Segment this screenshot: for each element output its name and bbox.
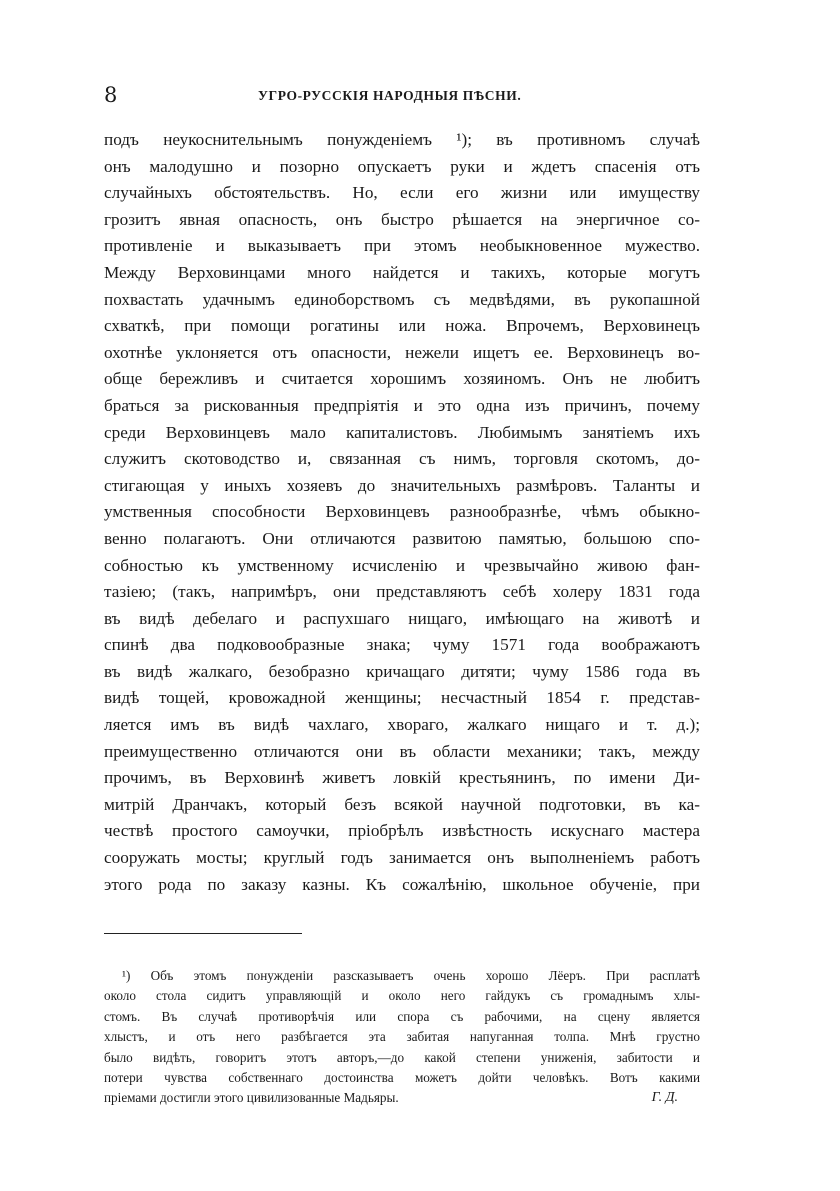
text-line: тазіею; (такъ, напримѣръ, они представляютъ себѣ холеру 1831 года <box>104 582 700 602</box>
text-line: сооружать мосты; круглый годъ занимается онъ выполненіемъ работъ <box>104 848 700 868</box>
text-line: въ видѣ дебелаго и распухшаго нищаго, имѣющаго на животѣ и <box>104 608 700 628</box>
text-line: обще бережливъ и считается хорошимъ хозяиномъ. Онъ не любитъ <box>104 369 700 389</box>
text-line: видѣ тощей, кровожадной женщины; несчастный 1854 г. представ- <box>104 688 700 708</box>
footnote-line: стомъ. Въ случаѣ противорѣчія или спора съ рабочими, на сцену является <box>104 1008 700 1024</box>
text-line: случайныхъ обстоятельствъ. Но, если его жизни или имуществу <box>104 183 700 203</box>
text-line: браться за рискованныя предпріятія и это одна изъ причинъ, почему <box>104 395 700 415</box>
text-line: противленіе и выказываетъ при этомъ необыкновенное мужество. <box>104 236 700 256</box>
text-line: охотнѣе уклоняется отъ опасности, нежели ищетъ ее. Верховинецъ во- <box>104 342 700 362</box>
footnote-line: пріемами достигли этого цивилизованные Мадьяры. <box>104 1090 399 1106</box>
text-line: среди Верховинцевъ мало капиталистовъ. Любимымъ занятіемъ ихъ <box>104 422 700 442</box>
footnote-line: ¹) Объ этомъ понужденіи разсказываетъ очень хорошо Лёеръ. При расплатѣ <box>122 968 700 983</box>
text-line: Между Верховинцами много найдется и такихъ, которые могутъ <box>104 262 700 282</box>
main-text-block <box>104 127 700 898</box>
text-line: собностью къ умственному исчисленію и чрезвычайно живою фан- <box>104 555 700 575</box>
text-line: венно полагаютъ. Они отличаются развитою памятью, большою спо- <box>104 528 700 548</box>
text-line: грозитъ явная опасность, онъ быстро рѣшается на энергичное со- <box>104 209 700 229</box>
footnote-line: хлыстъ, и отъ него разбѣгается эта забитая напуганная толпа. Мнѣ грустно <box>104 1029 700 1045</box>
text-line: ляется имъ въ видѣ чахлаго, хвораго, жалкаго нищаго и т. д.); <box>104 715 700 735</box>
page-number: 8 <box>104 83 118 107</box>
text-line: служитъ скотоводство и, связанная съ нимъ, торговля скотомъ, до- <box>104 449 700 469</box>
footnote-divider <box>104 933 302 934</box>
footnote-signature: Г. Д. <box>651 1090 678 1106</box>
text-line: прочимъ, въ Верховинѣ живетъ ловкій крестьянинъ, по имени Ди- <box>104 768 700 788</box>
text-line: подъ неукоснительнымъ понужденіемъ ¹); въ противномъ случаѣ <box>104 130 700 149</box>
footnote-line: потери чувства собственнаго достоинства можетъ дойти человѣкъ. Вотъ какими <box>104 1069 700 1085</box>
text-line: этого рода по заказу казны. Къ сожалѣнію, школьное обученіе, при <box>104 874 700 894</box>
text-line: схваткѣ, при помощи рогатины или ножа. Впрочемъ, Верховинецъ <box>104 316 700 336</box>
text-line: умственныя способности Верховинцевъ разнообразнѣе, чѣмъ обыкно- <box>104 502 700 522</box>
text-line: митрій Дранчакъ, который безъ всякой научной подготовки, въ ка- <box>104 794 700 814</box>
text-line: преимущественно отличаются они въ области механики; такъ, между <box>104 741 700 761</box>
text-line: чествѣ простого самоучки, пріобрѣлъ извѣстность искуснаго мастера <box>104 821 700 841</box>
footnote-line: было видѣть, говоритъ этотъ авторъ,—до какой степени униженія, забитости и <box>104 1049 700 1065</box>
footnote-line: около стола сидитъ управляющій и около него гайдукъ съ громаднымъ хлы- <box>104 988 700 1004</box>
text-line: стигающая у иныхъ хозяевъ до значительныхъ размѣровъ. Таланты и <box>104 475 700 495</box>
text-line: онъ малодушно и позорно опускаетъ руки и ждетъ спасенія отъ <box>104 156 700 176</box>
text-line: въ видѣ жалкаго, безобразно кричащаго дитяти; чуму 1586 года въ <box>104 661 700 681</box>
text-line: спинѣ два подковообразные знака; чуму 1571 года воображаютъ <box>104 635 700 655</box>
footnote-last-line <box>104 1088 700 1108</box>
text-line: похвастать удачнымъ единоборствомъ съ медвѣдями, въ рукопашной <box>104 289 700 309</box>
footnote-block <box>104 966 700 1109</box>
running-title: УГРО-РУССКІЯ НАРОДНЫЯ ПѢСНИ. <box>258 88 522 103</box>
